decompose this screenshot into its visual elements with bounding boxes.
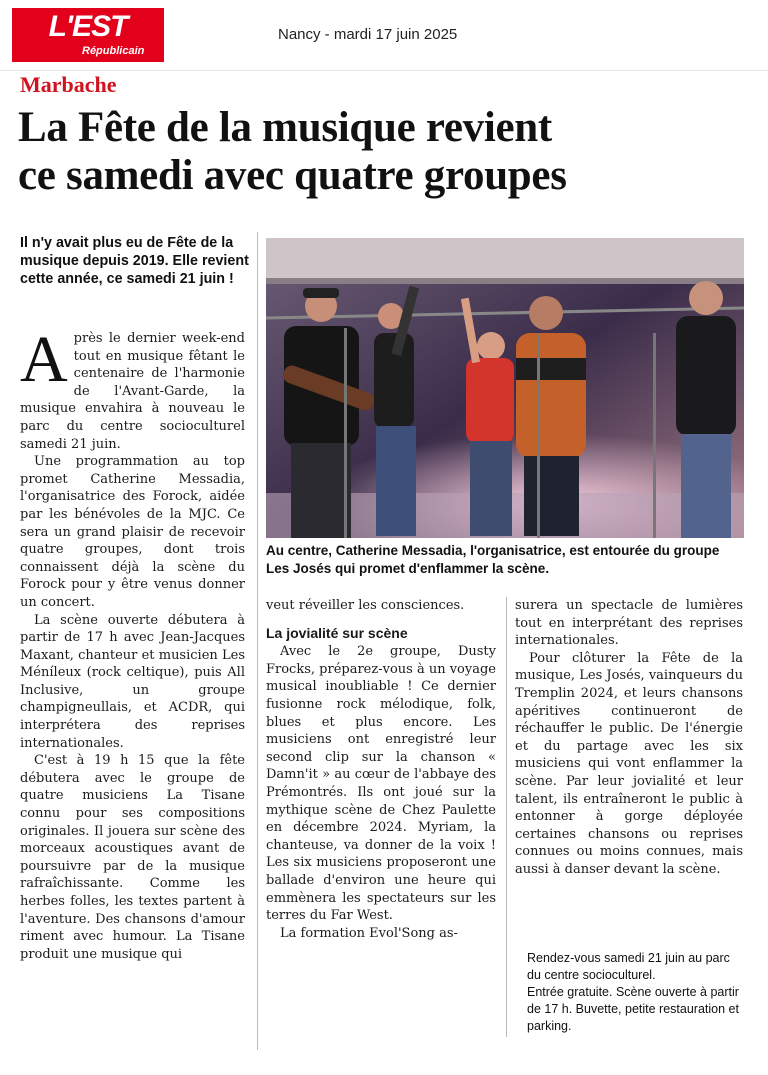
paragraph: Après le dernier week-end tout en musique fêtant le centenaire de l'harmonie de l'Avant-Garde, la musique envahira à nouveau le parc du centre socioculturel samedi 21 juin.: [20, 323, 245, 452]
paragraph: surera un spectacle de lumières tout en interprétant des reprises internationales.: [515, 598, 743, 649]
headline-line-2: ce samedi avec quatre groupes: [18, 152, 567, 199]
concert-photo: [266, 238, 744, 538]
paragraph: Pour clôturer la Fête de la musique, Les Josés, vainqueurs du Tremplin 2024, et leurs chansons apéritives continueront de réchauffer le public. De l'énergie et du partage avec les six musiciens qui vont enflammer la scène. Par leur jovialité et leur talent, ils entraîneront le public à entonner à gorge déployée certaines chansons ou reprises connues ou moins connues, mais aussi à danser devant la scène.: [515, 650, 743, 877]
header-divider: [0, 70, 768, 71]
article-lead: Il n'y avait plus eu de Fête de la musique depuis 2019. Elle revient cette année, ce samedi 21 juin !: [20, 235, 249, 287]
drop-cap: A: [20, 323, 68, 396]
paragraph: La formation Evol'Song as-: [280, 925, 458, 941]
logo-brand: L'EST: [48, 10, 128, 43]
logo-subtitle: Républicain: [82, 45, 145, 57]
paragraph: C'est à 19 h 15 que la fête débutera avec le groupe de quatre musiciens La Tisane connu pour ses compositions originales. Il jouera sur scène des morceaux acoustiques avant de poursuivre par de la musique rafraîchissante. Comme les herbes folles, les textes partent à l'aventure. Des chansons d'amour riment avec humour. La Tisane produit une musique qui: [20, 753, 245, 962]
practical-info-box: [527, 950, 745, 1035]
paragraph: La scène ouverte débutera à partir de 17 h avec Jean-Jacques Maxant, chanteur et musicien Les Méníleux (rock celtique), puis All Inclusive, un groupe champigneullais, et ACDR, qui interprétera des reprises internationales.: [20, 612, 245, 751]
photo-caption: Au centre, Catherine Messadia, l'organisatrice, est entourée du groupe Les Josés qui promet d'enflammer la scène.: [266, 543, 720, 576]
article-column-2: [266, 597, 496, 942]
headline-line-1: La Fête de la musique revient: [18, 104, 552, 151]
subheading: La jovialité sur scène: [266, 624, 408, 641]
edition-dateline: Nancy - mardi 17 juin 2025: [278, 26, 458, 43]
info-line: Entrée gratuite. Scène ouverte à partir de 17 h. Buvette, petite restauration et parking.: [527, 985, 739, 1033]
article-column-1: [20, 323, 245, 963]
article-column-3: [515, 597, 743, 879]
article-kicker: Marbache: [20, 72, 117, 97]
paragraph: veut réveiller les consciences.: [266, 598, 465, 613]
paragraph: Avec le 2e groupe, Dusty Frocks, préparez-vous à un voyage musical inoubliable ! Ce dernier fusionne rock mélodique, folk, blues et plus encore. Les musiciens ont enregistré leur second clip sur la chanson « Damn'it » au cœur de l'abbaye des Prémontrés. Ils ont joué sur la mythique scène de Chez Paulette en décembre 2024. Myriam, la chanteuse, va donner de la voix ! Les six musiciens proposeront une ballade d'environ une heure qui emmènera les spectateurs sur les terres du Far West.: [266, 644, 496, 924]
column-divider: [506, 597, 507, 1037]
column-divider: [257, 232, 258, 1050]
newspaper-logo: [12, 8, 164, 62]
paragraph: Une programmation au top promet Catherine Messadia, l'organisatrice des Forock, aidée par les bénévoles de la MJC. Ce sera un grand plaisir de recevoir quatre groupes, dont trois connaissent déjà la scène du Forock pour y être venus donner un concert.: [20, 454, 245, 610]
band-photo-illustration: [266, 238, 744, 538]
info-line: Rendez-vous samedi 21 juin au parc du centre socioculturel.: [527, 951, 730, 982]
article-headline: [18, 104, 748, 200]
